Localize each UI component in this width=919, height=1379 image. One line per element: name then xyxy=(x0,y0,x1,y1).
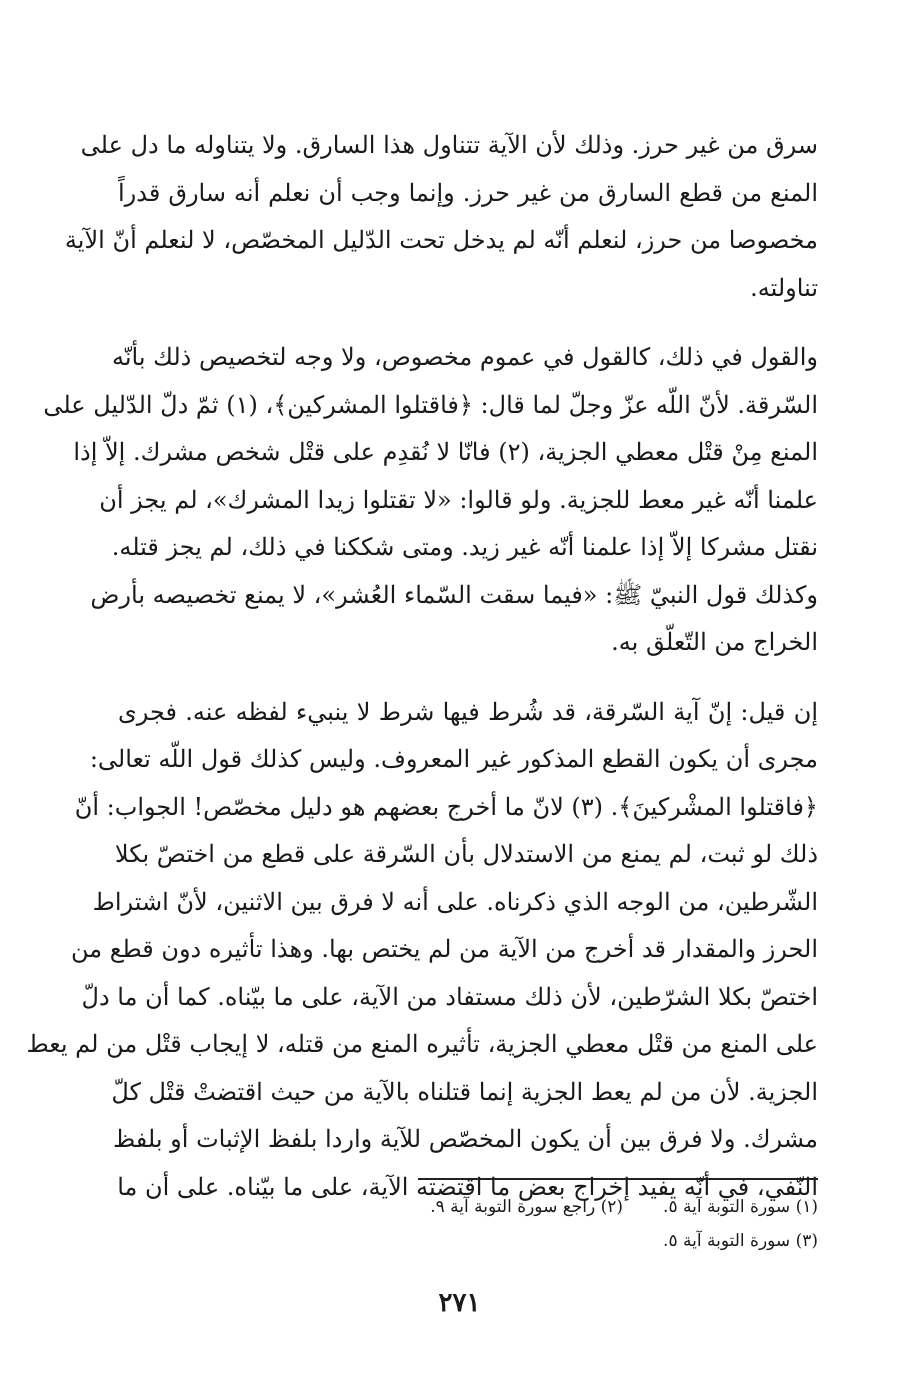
paragraph-spacer xyxy=(118,312,818,334)
footnote-row xyxy=(300,1224,818,1258)
paragraph-2 xyxy=(43,334,818,667)
text-line: النّفي، في أنّه يفيد إخراج بعض ما اقتضته الآية، على ما بيّناه. على أن ما xyxy=(117,1172,818,1201)
footnote-3: (٣) سورة التوبة آية ٥. xyxy=(663,1231,818,1251)
text-line: نقتل مشركا إلاّ إذا علمنا أنّه غير زيد. ومتى شككنا في ذلك، لم يجز قتله. xyxy=(111,533,818,561)
text-line: المنع من قطع السارق من غير حرز. وإنما وجب أن نعلم أنه سارق قدراً xyxy=(118,178,818,207)
paragraph-3 xyxy=(26,689,818,1212)
text-line: الجزية. لأن من لم يعط الجزية إنما قتلناه بالآية من حيث اقتضتْ قتْل كلّ xyxy=(111,1077,818,1106)
text-line: تناولته. xyxy=(750,273,818,302)
paragraph-spacer xyxy=(118,667,818,689)
text-line: إن قيل: إنّ آية السّرقة، قد شُرط فيها شرط لا ينبيء لفظه عنه. فجرى xyxy=(118,697,818,726)
text-line: اختصّ بكلا الشرّطين، لأن ذلك مستفاد من الآية، على ما بيّناه. كما أن ما دلّ xyxy=(81,982,818,1011)
text-line: وكذلك قول النبيّ ﷺ: «فيما سقت السّماء العُشر»، لا يمنع تخصيصه بأرض xyxy=(90,580,818,609)
footnote-2: (٢) راجع سورة التوبة آية ٩. xyxy=(430,1197,624,1217)
text-line: علمنا أنّه غير معط للجزية. ولو قالوا: «لا تقتلوا زيدا المشرك»، لم يجز أن xyxy=(99,485,818,514)
page-number: ٢٧١ xyxy=(438,1288,481,1318)
text-line: الخراج من التّعلّق به. xyxy=(611,628,818,656)
text-line: مشرك. ولا فرق بين أن يكون المخصّص للآية واردا بلفظ الإثبات أو بلفظ xyxy=(113,1125,818,1153)
text-line: مخصوصا من حرز، لنعلم أنّه لم يدخل تحت الدّليل المخصّص، لا لنعلم أنّ الآية xyxy=(64,226,818,254)
footnotes xyxy=(300,1190,818,1258)
text-line: على المنع من قتْل معطي الجزية، تأثيره المنع من قتله، لا إيجاب قتْل من لم يعط xyxy=(26,1030,818,1058)
footnote-1: (١) سورة التوبة آية ٥. xyxy=(663,1197,818,1217)
page-body xyxy=(26,122,818,1362)
text-line: المنع مِنْ قتْل معطي الجزية، (٢) فانّا لا نُقدِم على قتْل شخص مشرك. إلاّ إذا xyxy=(73,438,818,466)
footnote-row xyxy=(300,1190,818,1224)
text-line: ﴿فاقتلوا المشْركينَ﴾. (٣) لانّ ما أخرج بعضهم هو دليل مخصّص! الجواب: أنّ xyxy=(74,792,818,821)
footnote-divider xyxy=(418,1178,818,1180)
text-line: الشّرطين، من الوجه الذي ذكرناه. على أنه لا فرق بين الاثنين، لأنّ اشتراط xyxy=(92,887,818,916)
text-line: مجرى أن يكون القطع المذكور غير المعروف. وليس كذلك قول اللّه تعالى: xyxy=(89,745,818,773)
text-line: ذلك لو ثبت، لم يمنع من الاستدلال بأن السّرقة على قطع من اختصّ بكلا xyxy=(114,840,818,868)
text-line: والقول في ذلك، كالقول في عموم مخصوص، ولا وجه لتخصيص ذلك بأنّه xyxy=(111,343,818,371)
text-line: سرق من غير حرز. وذلك لأن الآية تتناول هذا السارق. ولا يتناوله ما دل على xyxy=(80,131,818,159)
text-line: الحرز والمقدار قد أخرج من الآية من لم يختص بها. وهذا تأثيره دون قطع من xyxy=(71,935,818,963)
text-line: السّرقة. لأنّ اللّه عزّ وجلّ لما قال: ﴿فاقتلوا المشركين﴾، (١) ثمّ دلّ الدّليل على xyxy=(43,390,818,419)
paragraph-1 xyxy=(64,122,818,312)
